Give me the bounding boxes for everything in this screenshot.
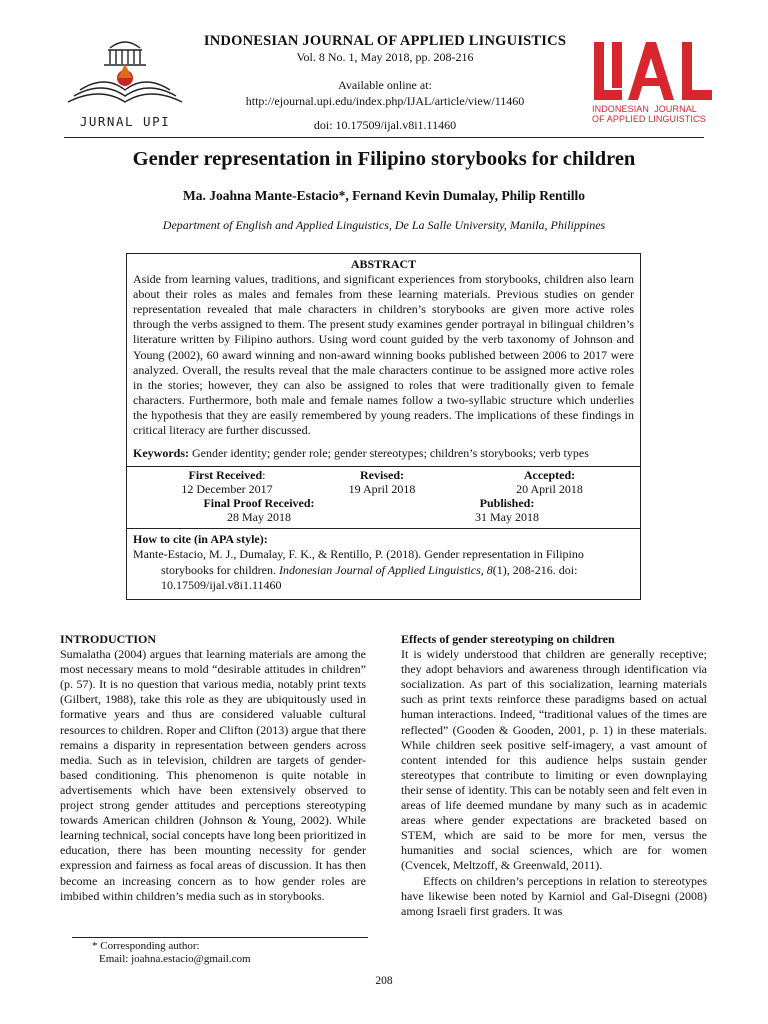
page-number: 208 [375,975,393,987]
upi-building-icon [60,34,190,114]
accepted-date: 20 April 2018 [516,481,583,496]
introduction-heading: INTRODUCTION [60,632,157,646]
jurnal-upi-logo [60,34,190,134]
published-label: Published: [479,496,535,511]
accepted [477,469,622,496]
final-proof-date: 28 May 2018 [227,509,291,524]
first-received-date: 12 December 2017 [181,481,273,496]
right-column [401,632,707,919]
citation-journal: Indonesian Journal of Applied Linguistics, 8 [278,562,493,577]
corresponding-author-label: * Corresponding author: [92,940,200,952]
effects-heading: Effects of gender stereotyping on children [401,632,615,646]
introduction-text: Sumalatha (2004) argues that learning materials are among the most necessary means to mold “desirable attitudes in children” (p. 57). It is no question that various media, notably print texts (Gilbert, 1988), take this role as they are ubiquitously used in formative years and thus are considered valuable cultural resources to children. Roper and Clifton (2013) argue that there remains a disparity in representation between genders across media. Such as in television, children are targets of gender-based conditioning. This phenomenon is quite notable in advertisements which have been extensively observed to project strong gender attitudes and perceptions stereotyping towards American children (Johnson & Young, 2002). While learning technical, social concepts have long been prioritized in education, there has been mounting necessity for gender expression and fairness as focal areas of discussion. It has then become an increasing concern as to how gender roles are imbibed within children’s media such as in storybooks. [60,647,366,903]
keywords [133,446,634,461]
first-received-colon: : [262,468,266,483]
first-received-label: First Received [188,468,263,483]
citation-section [127,528,640,599]
final-proof [179,497,339,524]
footnote [92,940,251,966]
ijal-sub-line-1: INDONESIAN JOURNAL [592,104,697,114]
ijal-sub-line-2: OF APPLIED LINGUISTICS [592,114,706,124]
first-received [157,469,297,496]
article-doi: doi: 10.17509/ijal.v8i1.11460 [313,118,457,132]
abstract-text: Aside from learning values, traditions, and significant experiences from storybooks, children also learn about their roles as males and females from these learning materials. Previous studies on gender representation revealed that male characters in children’s storybooks are given more active roles through the verbs assigned to them. The present study examines gender portrayal in bilingual children’s literature written by Filipino authors. Using word count guided by the verb taxonomy of Johnson and Young (2002), 60 award winning and non-award winning books published between 2006 to 2017 were analyzed. Overall, the results reveal that the male characters continue to be assigned more active roles in the stories; however, they can also be assigned to roles that were traditionally given to female characters. Furthermore, both male and female names follow a two-syllabic structure which underlies the hypothesis that they are easily remembered by young readers. The implications of these findings in critical literacy are further discussed. [133,272,634,438]
effects-paragraph-2: Effects on children’s perceptions in relation to stereotypes have likewise been noted by Karniol and Gal-Disegni (2008) among Israeli first graders. It was [401,873,707,918]
corresponding-email[interactable]: Email: joahna.estacio@gmail.com [99,953,251,965]
left-column [60,632,366,904]
journal-name: INDONESIAN JOURNAL OF APPLIED LINGUISTICS [203,33,567,49]
keywords-list: Gender identity; gender role; gender stereotypes; children’s storybooks; verb types [192,446,589,461]
citation-text [133,547,634,593]
citation-authors-title: Mante-Estacio, M. J., Dumalay, F. K., & Rentillo, P. (2018). Gender representation in Filipino storybooks for children. [133,547,584,577]
published-date: 31 May 2018 [475,509,539,524]
revised-date: 19 April 2018 [348,481,416,496]
revised [317,469,447,496]
abstract-heading: ABSTRACT [350,257,417,271]
available-label: Available online at: [338,78,432,92]
ijal-logo-subtitle [592,104,752,124]
abstract-box [126,253,641,600]
article-title: Gender representation in Filipino storybooks for children [132,148,636,170]
footnote-divider [72,937,368,938]
article-authors: Ma. Joahna Mante-Estacio*, Fernand Kevin Dumalay, Philip Rentillo [182,188,585,203]
volume-info: Vol. 8 No. 1, May 2018, pp. 208-216 [296,50,474,64]
keywords-label: Keywords: [133,446,189,461]
header-divider [64,137,704,138]
dates-section [127,466,640,528]
citation-heading: How to cite (in APA style): [133,532,268,547]
final-proof-label: Final Proof Received: [203,496,315,511]
jurnal-upi-text: JURNAL UPI [79,114,171,129]
journal-header [180,33,590,133]
article-url[interactable]: http://ejournal.upi.edu/index.php/IJAL/article/view/11460 [245,94,525,108]
published [437,497,577,524]
revised-label: Revised: [360,468,404,483]
citation-issue-doi: (1), 208-216. doi: 10.17509/ijal.v8i1.11460 [161,562,578,592]
ijal-logo [590,40,750,130]
effects-paragraph-1: It is widely understood that children are generally receptive; they adopt behaviors and awareness through identification via socialization. As part of this socialization, learning materials such as print texts reinforce these paradigms based on actual human interactions. Indeed, “traditional values of the times are reflected” (Gooden & Gooden, 2001, p. 1) in these materials. While children seek positive self-imagery, a vast amount of content intended for this audience helps sustain gender stereotypes that contribute to limiting or even downplaying their sense of identity. This can be notably seen and felt even in areas of life deemed mundane by many such as in academic areas where gender expectations are bracketed based on STEM, which are said to be more for men, versus the humanities and social sciences, which are for women (Cvencek, Meltzoff, & Greenwald, 2011). [401,647,707,873]
author-affiliation: Department of English and Applied Linguistics, De La Salle University, Manila, Philippines [162,218,606,232]
accepted-label: Accepted: [523,468,576,483]
abstract-section [127,254,640,466]
ijal-wordmark-icon [590,40,750,102]
